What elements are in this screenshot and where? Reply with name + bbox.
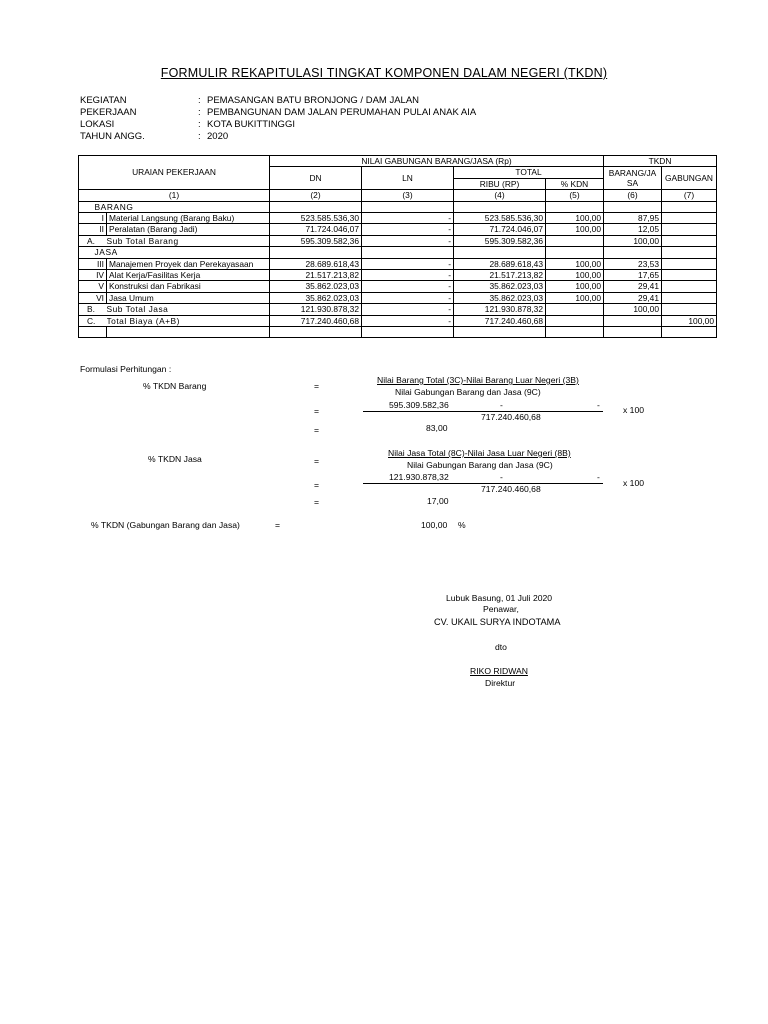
cell-bj: 100,00 bbox=[604, 304, 662, 315]
barang-numerator-text: Nilai Barang Total (3C)-Nilai Barang Luar Negeri (3B) bbox=[377, 375, 579, 385]
cell-bj bbox=[604, 327, 662, 338]
table-row bbox=[79, 213, 717, 224]
header-ribu: RIBU (RP) bbox=[454, 178, 546, 189]
cell-bj: 17,65 bbox=[604, 270, 662, 281]
row-number: C. bbox=[79, 315, 107, 326]
row-label: JASA bbox=[107, 247, 270, 258]
cell-ln: - bbox=[362, 224, 454, 235]
cell-dn bbox=[270, 201, 362, 212]
equals-sign: = bbox=[314, 480, 320, 490]
cell-bj: 23,53 bbox=[604, 258, 662, 269]
cell-ln bbox=[362, 201, 454, 212]
signature-role: Penawar, bbox=[483, 604, 519, 614]
row-label: Total Biaya (A+B) bbox=[107, 315, 270, 326]
row-number bbox=[79, 327, 107, 338]
cell-bj: 100,00 bbox=[604, 235, 662, 246]
cell-ln bbox=[362, 327, 454, 338]
cell-total: 121.930.878,32 bbox=[454, 304, 546, 315]
cell-total bbox=[454, 247, 546, 258]
signature-position: Direktur bbox=[485, 678, 516, 688]
tkdn-gabungan-unit: % bbox=[458, 520, 466, 530]
cell-gab bbox=[662, 201, 717, 212]
cell-gab bbox=[662, 304, 717, 315]
row-number: I bbox=[79, 213, 107, 224]
col-num-7: (7) bbox=[662, 190, 717, 201]
cell-gab bbox=[662, 292, 717, 303]
cell-kdn: 100,00 bbox=[546, 281, 604, 292]
table-row bbox=[79, 258, 717, 269]
cell-kdn: 100,00 bbox=[546, 292, 604, 303]
row-number: B. bbox=[79, 304, 107, 315]
info-sep: : bbox=[198, 107, 201, 118]
info-sep: : bbox=[198, 95, 201, 106]
cell-kdn bbox=[546, 247, 604, 258]
tkdn-gabungan-label: % TKDN (Gabungan Barang dan Jasa) bbox=[91, 520, 240, 530]
header-gabungan: GABUNGAN bbox=[662, 167, 717, 190]
cell-dn: 28.689.618,43 bbox=[270, 258, 362, 269]
info-value-lokasi: KOTA BUKITTINGGI bbox=[207, 119, 295, 130]
cell-gab bbox=[662, 327, 717, 338]
row-number: A. bbox=[79, 235, 107, 246]
cell-bj: 29,41 bbox=[604, 281, 662, 292]
signature-dto: dto bbox=[495, 642, 507, 652]
info-label-tahun: TAHUN ANGG. bbox=[80, 131, 145, 142]
info-label-lokasi: LOKASI bbox=[80, 119, 115, 130]
row-label: BARANG bbox=[107, 201, 270, 212]
cell-total: 35.862.023,03 bbox=[454, 281, 546, 292]
table-row bbox=[79, 304, 717, 315]
cell-ln: - bbox=[362, 304, 454, 315]
table-row bbox=[79, 201, 717, 212]
cell-dn bbox=[270, 327, 362, 338]
cell-bj: 29,41 bbox=[604, 292, 662, 303]
cell-kdn: 100,00 bbox=[546, 258, 604, 269]
table-row bbox=[79, 327, 717, 338]
row-label: Alat Kerja/Fasilitas Kerja bbox=[107, 270, 270, 281]
table-body bbox=[79, 201, 717, 338]
signature-place-date: Lubuk Basung, 01 Juli 2020 bbox=[446, 593, 553, 603]
header-tkdn: TKDN bbox=[604, 156, 717, 167]
row-label: Peralatan (Barang Jadi) bbox=[107, 224, 270, 235]
barang-val2: 717.240.460,68 bbox=[481, 412, 541, 422]
info-value-pekerjaan: PEMBANGUNAN DAM JALAN PERUMAHAN PULAI ANAK AIA bbox=[207, 107, 477, 118]
signature-name: RIKO RIDWAN bbox=[470, 666, 528, 676]
equals-sign: = bbox=[314, 406, 320, 416]
cell-dn: 121.930.878,32 bbox=[270, 304, 362, 315]
cell-kdn bbox=[546, 315, 604, 326]
cell-total: 21.517.213,82 bbox=[454, 270, 546, 281]
cell-bj: 12,05 bbox=[604, 224, 662, 235]
jasa-numerator-text: Nilai Jasa Total (8C)-Nilai Jasa Luar Negeri (8B) bbox=[388, 448, 571, 458]
row-label: Jasa Umum bbox=[107, 292, 270, 303]
jasa-val2: 717.240.460,68 bbox=[481, 484, 541, 494]
cell-total bbox=[454, 327, 546, 338]
header-total: TOTAL bbox=[454, 167, 604, 178]
cell-kdn bbox=[546, 327, 604, 338]
cell-total: 717.240.460,68 bbox=[454, 315, 546, 326]
cell-gab bbox=[662, 224, 717, 235]
equals-sign: = bbox=[314, 425, 320, 435]
jasa-result: 17,00 bbox=[427, 496, 449, 506]
cell-dn: 71.724.046,07 bbox=[270, 224, 362, 235]
cell-bj: 87,95 bbox=[604, 213, 662, 224]
cell-dn: 35.862.023,03 bbox=[270, 281, 362, 292]
info-label-kegiatan: KEGIATAN bbox=[80, 95, 127, 106]
row-label: Manajemen Proyek dan Perekayasaan bbox=[107, 258, 270, 269]
cell-kdn bbox=[546, 304, 604, 315]
equals-sign: = bbox=[314, 497, 320, 507]
barang-dash1: - bbox=[500, 400, 503, 410]
table-row bbox=[79, 247, 717, 258]
info-label-pekerjaan: PEKERJAAN bbox=[80, 107, 137, 118]
cell-dn: 21.517.213,82 bbox=[270, 270, 362, 281]
signature-company: CV. UKAIL SURYA INDOTAMA bbox=[434, 617, 561, 627]
cell-ln: - bbox=[362, 258, 454, 269]
row-label: Sub Total Jasa bbox=[107, 304, 270, 315]
jasa-dash2: - bbox=[597, 472, 600, 482]
equals-sign: = bbox=[275, 520, 281, 530]
barang-denominator-text: Nilai Gabungan Barang dan Jasa (9C) bbox=[395, 387, 541, 397]
cell-ln bbox=[362, 247, 454, 258]
row-number: III bbox=[79, 258, 107, 269]
row-number: V bbox=[79, 281, 107, 292]
cell-gab bbox=[662, 247, 717, 258]
tkdn-gabungan-value: 100,00 bbox=[421, 520, 448, 530]
info-sep: : bbox=[198, 131, 201, 142]
table-row bbox=[79, 315, 717, 326]
cell-gab: 100,00 bbox=[662, 315, 717, 326]
cell-gab bbox=[662, 213, 717, 224]
cell-dn: 717.240.460,68 bbox=[270, 315, 362, 326]
header-barang-jasa: BARANG/JASA bbox=[604, 167, 662, 190]
cell-total bbox=[454, 201, 546, 212]
cell-ln: - bbox=[362, 292, 454, 303]
cell-total: 35.862.023,03 bbox=[454, 292, 546, 303]
cell-gab bbox=[662, 281, 717, 292]
row-label: Sub Total Barang bbox=[107, 235, 270, 246]
equals-sign: = bbox=[314, 456, 320, 466]
row-number: II bbox=[79, 224, 107, 235]
jasa-times: x 100 bbox=[623, 478, 645, 488]
row-label: Konstruksi dan Fabrikasi bbox=[107, 281, 270, 292]
table-row bbox=[79, 235, 717, 246]
cell-kdn: 100,00 bbox=[546, 224, 604, 235]
row-label: Material Langsung (Barang Baku) bbox=[107, 213, 270, 224]
jasa-dash1: - bbox=[500, 472, 503, 482]
cell-dn bbox=[270, 247, 362, 258]
barang-val1: 595.309.582,36 bbox=[389, 400, 449, 410]
header-pct-kdn: % KDN bbox=[546, 178, 604, 189]
row-number: VI bbox=[79, 292, 107, 303]
cell-kdn bbox=[546, 235, 604, 246]
tkdn-barang-label: % TKDN Barang bbox=[143, 381, 207, 391]
cell-bj bbox=[604, 247, 662, 258]
rekap-table bbox=[78, 155, 717, 338]
cell-ln: - bbox=[362, 213, 454, 224]
col-num-5: (5) bbox=[546, 190, 604, 201]
header-uraian: URAIAN PEKERJAAN bbox=[79, 156, 270, 190]
info-value-kegiatan: PEMASANGAN BATU BRONJONG / DAM JALAN bbox=[207, 95, 420, 106]
col-num-6: (6) bbox=[604, 190, 662, 201]
info-value-tahun: 2020 bbox=[207, 131, 229, 142]
table-row bbox=[79, 224, 717, 235]
barang-times: x 100 bbox=[623, 405, 645, 415]
cell-total: 523.585.536,30 bbox=[454, 213, 546, 224]
header-ln: LN bbox=[362, 167, 454, 190]
cell-gab bbox=[662, 258, 717, 269]
cell-dn: 595.309.582,36 bbox=[270, 235, 362, 246]
cell-gab bbox=[662, 235, 717, 246]
table-row bbox=[79, 292, 717, 303]
cell-kdn bbox=[546, 201, 604, 212]
col-num-3: (3) bbox=[362, 190, 454, 201]
cell-kdn: 100,00 bbox=[546, 270, 604, 281]
cell-ln: - bbox=[362, 315, 454, 326]
jasa-val1: 121.930.878,32 bbox=[389, 472, 449, 482]
tkdn-jasa-label: % TKDN Jasa bbox=[148, 454, 202, 464]
row-label bbox=[107, 327, 270, 338]
cell-dn: 35.862.023,03 bbox=[270, 292, 362, 303]
cell-gab bbox=[662, 270, 717, 281]
col-num-1: (1) bbox=[79, 190, 270, 201]
table-row bbox=[79, 281, 717, 292]
table-row bbox=[79, 270, 717, 281]
document-title: FORMULIR REKAPITULASI TINGKAT KOMPONEN DALAM NEGERI (TKDN) bbox=[160, 66, 608, 80]
barang-result: 83,00 bbox=[426, 423, 448, 433]
col-num-4: (4) bbox=[454, 190, 546, 201]
col-num-2: (2) bbox=[270, 190, 362, 201]
formula-heading: Formulasi Perhitungan : bbox=[80, 364, 172, 374]
cell-ln: - bbox=[362, 270, 454, 281]
cell-ln: - bbox=[362, 281, 454, 292]
cell-bj bbox=[604, 201, 662, 212]
cell-kdn: 100,00 bbox=[546, 213, 604, 224]
cell-dn: 523.585.536,30 bbox=[270, 213, 362, 224]
cell-total: 28.689.618,43 bbox=[454, 258, 546, 269]
row-number: IV bbox=[79, 270, 107, 281]
header-nilai-gabungan: NILAI GABUNGAN BARANG/JASA (Rp) bbox=[270, 156, 604, 167]
header-dn: DN bbox=[270, 167, 362, 190]
barang-dash2: - bbox=[597, 400, 600, 410]
cell-ln: - bbox=[362, 235, 454, 246]
cell-bj bbox=[604, 315, 662, 326]
equals-sign: = bbox=[314, 381, 320, 391]
info-sep: : bbox=[198, 119, 201, 130]
jasa-denominator-text: Nilai Gabungan Barang dan Jasa (9C) bbox=[407, 460, 553, 470]
cell-total: 595.309.582,36 bbox=[454, 235, 546, 246]
cell-total: 71.724.046,07 bbox=[454, 224, 546, 235]
